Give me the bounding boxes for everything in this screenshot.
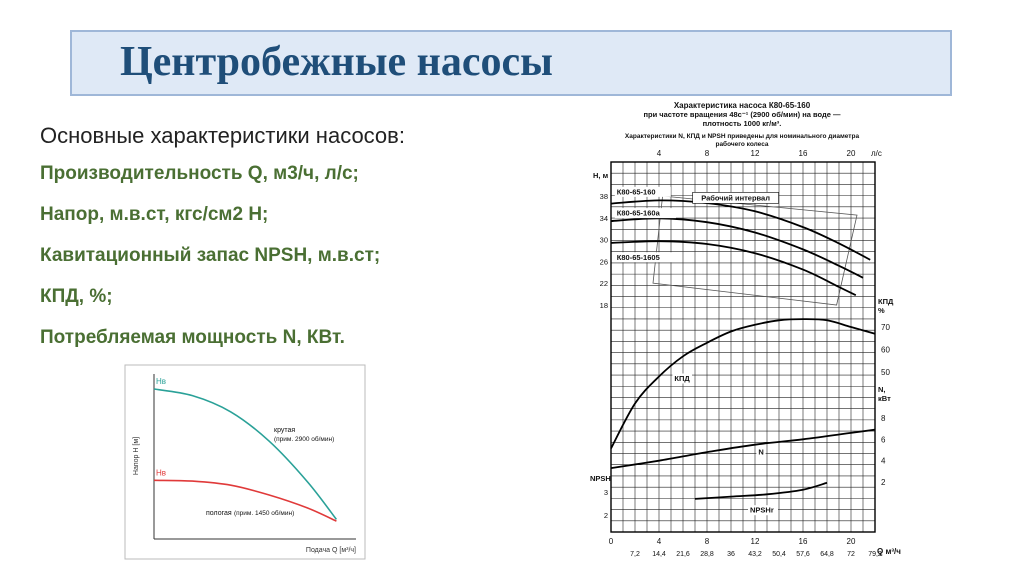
series-label-steep: крутая — [274, 427, 296, 434]
x-bottom-tick-label: 0 — [608, 537, 614, 546]
n-axis-tick-label: 2 — [881, 478, 886, 487]
x-bottom-axis-label: Q м³/ч — [877, 547, 901, 556]
h-axis-tick-label: 26 — [599, 257, 608, 267]
x-bottom-tick-label-m3h: 28,8 — [700, 551, 714, 558]
series-note-steep: (прим. 2900 об/мин) — [274, 436, 335, 443]
x-bottom-tick-label: 16 — [798, 537, 808, 546]
working-interval-label: Рабочий интервал — [701, 193, 770, 203]
series-name-label: Hв — [156, 377, 167, 387]
chart-frame — [125, 365, 365, 559]
x-bottom-tick-label: 20 — [846, 537, 856, 546]
npsh-axis-label: NPSH — [590, 474, 611, 483]
series-note-flat: (прим. 1450 об/мин) — [234, 510, 295, 517]
n-axis-label: N, — [878, 385, 886, 394]
pump-characteristic-chart — [590, 98, 901, 560]
x-bottom-tick-label-m3h: 21,6 — [676, 551, 690, 558]
series-line-2 — [611, 241, 856, 295]
list-item: Напор, м.в.ст, кгс/см2 Н; — [40, 204, 269, 225]
kpd-axis-unit: % — [878, 306, 885, 315]
h-axis-label: H, м — [593, 171, 609, 180]
x-bottom-tick-label-m3h: 57,6 — [796, 551, 810, 558]
title-banner — [70, 30, 952, 96]
x-top-tick-label: 20 — [846, 149, 856, 158]
series-name-label: К80-65-160а — [616, 208, 660, 218]
x-top-tick-label: 4 — [656, 149, 662, 158]
series-line-5 — [695, 483, 827, 499]
n-axis-tick-label: 6 — [881, 435, 886, 445]
h-axis-tick-label: 30 — [599, 235, 608, 245]
series-line-1 — [611, 218, 863, 278]
kpd-axis-label: КПД — [878, 297, 894, 306]
kpd-axis-tick-label: 60 — [881, 345, 890, 355]
list-item: Потребляемая мощность N, КВт. — [40, 327, 345, 348]
x-bottom-tick-label-m3h: 14,4 — [652, 551, 666, 558]
n-axis-unit: кВт — [878, 394, 891, 403]
n-axis-tick-label: 4 — [881, 456, 886, 466]
series-name-label: К80-65-1605 — [616, 252, 660, 262]
chart-title-line: Характеристики N, КПД и NPSH приведены для номинального диаметра — [624, 133, 860, 140]
chart-title-line: Характеристика насоса К80-65-160 — [673, 101, 811, 110]
h-axis-tick-label: 38 — [599, 192, 608, 201]
list-item: Производительность Q, м3/ч, л/с; — [40, 163, 359, 184]
x-bottom-tick-label-m3h: 72 — [847, 551, 855, 558]
kpd-axis-tick-label: 70 — [881, 323, 890, 332]
h-axis-tick-label: 34 — [599, 213, 608, 223]
chart-title-line: рабочего колеса — [715, 141, 769, 148]
x-bottom-tick-label-m3h: 7,2 — [630, 551, 640, 558]
x-top-tick-label: 8 — [704, 149, 710, 158]
series-name-label: Hв — [156, 468, 167, 478]
x-bottom-tick-label-m3h: 50,4 — [772, 551, 786, 558]
x-axis-label: Подача Q [м³/ч] — [305, 547, 356, 554]
x-bottom-tick-label: 4 — [656, 537, 662, 546]
page-title: Центробежные насосы — [120, 39, 553, 85]
h-axis-tick-label: 18 — [599, 301, 608, 310]
h-axis-tick-label: 22 — [599, 279, 608, 289]
series-name-label: К80-65-160 — [616, 187, 656, 197]
x-bottom-tick-label: 12 — [750, 537, 760, 546]
x-bottom-tick-label-m3h: 64,8 — [820, 551, 834, 558]
x-bottom-tick-label-m3h: 43,2 — [748, 551, 762, 558]
kpd-axis-tick-label: 50 — [881, 368, 890, 377]
x-top-tick-label: 12 — [750, 149, 760, 158]
chart-title-line: плотность 1000 кг/м³. — [702, 119, 782, 128]
x-bottom-tick-label-m3h: 79,2 — [868, 551, 882, 558]
list-item: КПД, %; — [40, 286, 113, 307]
npsh-axis-tick-label: 3 — [603, 488, 608, 497]
x-bottom-tick-label: 8 — [704, 537, 710, 546]
slide-subtitle: Основные характеристики насосов: — [40, 123, 405, 148]
list-item: Кавитационный запас NPSH, м.в.ст; — [40, 245, 381, 266]
x-top-axis-label: л/с — [871, 149, 882, 158]
chart-title-line: при частоте вращения 48с⁻¹ (2900 об/мин) на воде — — [643, 110, 841, 119]
characteristics-list — [40, 163, 380, 368]
npsh-axis-tick-label: 2 — [603, 511, 608, 520]
curve-steepness-chart — [124, 364, 366, 560]
series-label-flat: пологая — [206, 510, 232, 517]
series-name-label: NPSHr — [750, 505, 774, 515]
series-name-label: КПД — [674, 374, 690, 383]
y-axis-label: Напор H [м] — [133, 436, 140, 476]
n-axis-tick-label: 8 — [881, 414, 886, 423]
x-bottom-tick-label-m3h: 36 — [727, 551, 735, 558]
series-name-label: N — [758, 447, 764, 457]
x-top-tick-label: 16 — [798, 149, 808, 158]
